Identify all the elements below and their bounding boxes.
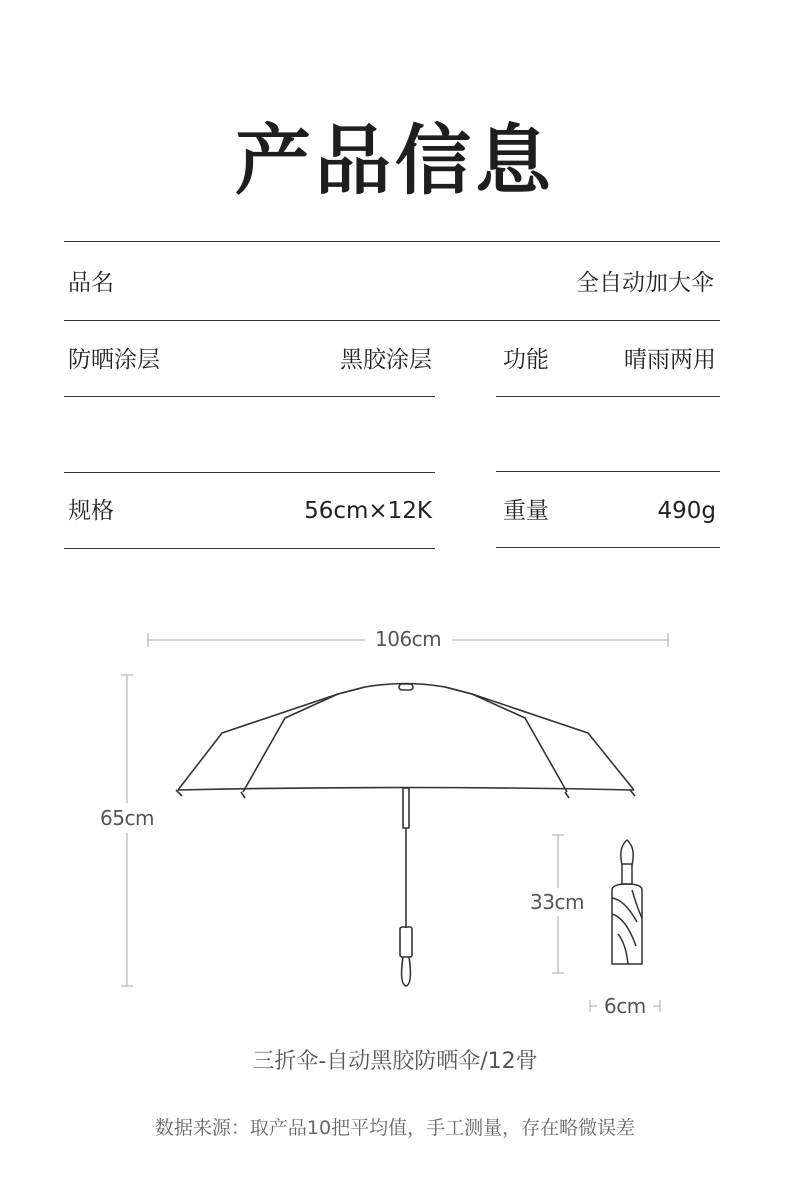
- open-umbrella: [176, 684, 635, 987]
- table-divider: [496, 471, 720, 472]
- table-divider: [496, 396, 720, 397]
- measurement-note: 数据来源：取产品10把平均值，手工测量，存在略微误差: [154, 1117, 636, 1139]
- spec-name-label: 品名: [68, 270, 114, 296]
- spec-coating-value: 黑胶涂层: [340, 347, 432, 373]
- product-caption: 三折伞-自动黑胶防晒伞/12骨: [252, 1049, 538, 1074]
- height-dimension-label: 65cm: [100, 806, 154, 830]
- page-title: 产品信息: [235, 116, 555, 205]
- spec-name-value: 全自动加大伞: [576, 270, 714, 296]
- spec-coating-label: 防晒涂层: [68, 347, 160, 373]
- table-divider: [64, 472, 435, 473]
- umbrella-dimension-diagram: [0, 600, 790, 1020]
- table-divider: [64, 320, 720, 321]
- spec-function-value: 晴雨两用: [624, 347, 716, 373]
- table-divider: [64, 241, 720, 242]
- table-divider: [64, 396, 435, 397]
- spec-size-value: 56cm×12K: [304, 498, 432, 524]
- spec-size-label: 规格: [68, 498, 114, 524]
- table-divider: [496, 547, 720, 548]
- folded-width-label: 6cm: [604, 994, 646, 1018]
- folded-umbrella: [612, 840, 642, 964]
- folded-length-label: 33cm: [530, 890, 584, 914]
- spec-weight-value: 490g: [657, 498, 716, 524]
- width-dimension-label: 106cm: [375, 627, 442, 651]
- spec-function-label: 功能: [503, 347, 549, 373]
- spec-weight-label: 重量: [503, 498, 549, 524]
- table-divider: [64, 548, 435, 549]
